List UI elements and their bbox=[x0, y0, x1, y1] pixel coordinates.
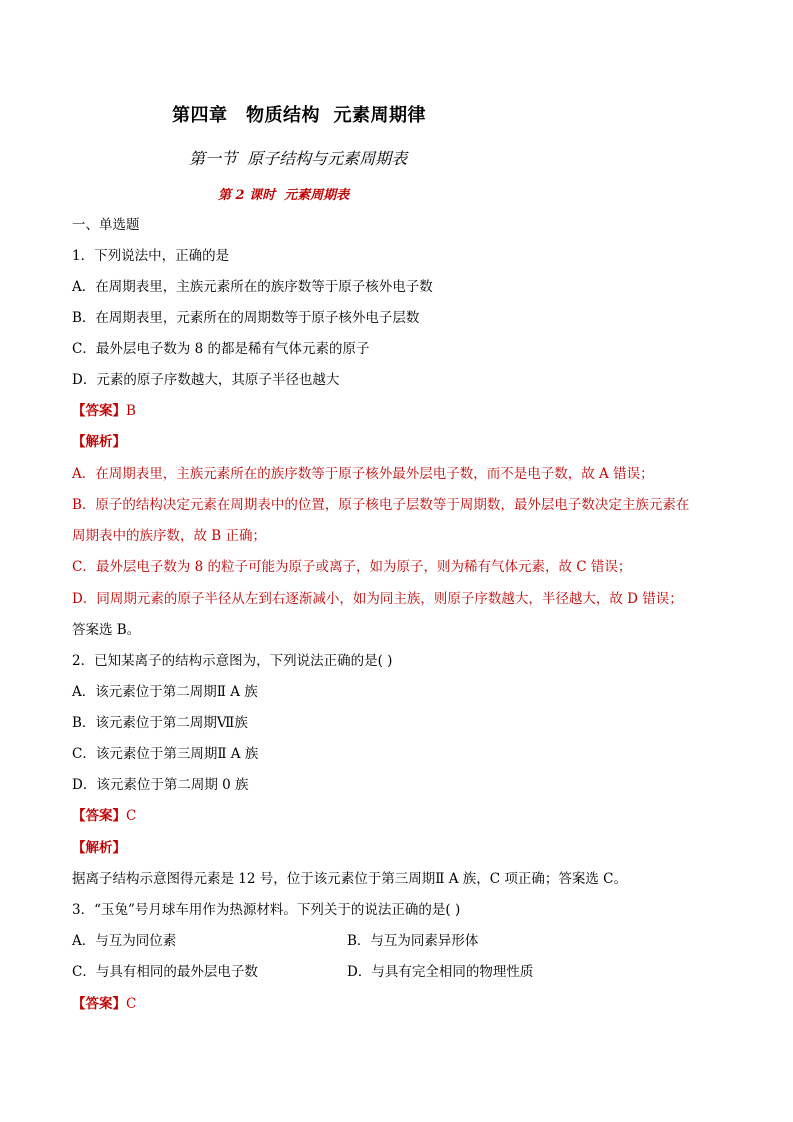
section-title: 第一节 原子结构与元素周期表 bbox=[189, 149, 408, 168]
q1-analysis-line-2: B．原子的结构决定元素在周期表中的位置，原子核电子层数等于周期数，最外层电子数决定主族元素在 bbox=[72, 497, 690, 513]
q2-analysis-text: 据离子结构示意图得元素是 12 号，位于该元素位于第三周期Ⅱ A 族，C 项正确；答案选 C。 bbox=[72, 871, 628, 887]
q1-analysis-label: 【解析】 bbox=[72, 434, 126, 450]
section-heading: 一、单选题 bbox=[72, 217, 140, 233]
q2-option-b: B．该元素位于第二周期Ⅶ族 bbox=[72, 715, 248, 731]
answer-label: 【答案】 bbox=[72, 403, 126, 419]
q1-analysis-line-5: D．同周期元素的原子半径从左到右逐渐减小，如为同主族，则原子序数越大，半径越大，故 D 错误； bbox=[72, 591, 683, 607]
lesson-title: 第 2 课时 元素周期表 bbox=[218, 188, 350, 203]
q3-option-c: C．与具有相同的最外层电子数 bbox=[72, 964, 258, 980]
answer-value: B bbox=[126, 403, 136, 419]
q1-analysis-line-1: A．在周期表里，主族元素所在的族序数等于原子核外最外层电子数，而不是电子数，故 A 错误； bbox=[72, 466, 654, 482]
answer-label: 【答案】 bbox=[72, 996, 126, 1012]
q2-analysis-label: 【解析】 bbox=[72, 840, 126, 856]
chapter-title: 第四章 物质结构 元素周期律 bbox=[172, 105, 427, 126]
q1-conclusion: 答案选 B。 bbox=[72, 622, 141, 638]
q2-option-a: A．该元素位于第二周期Ⅱ A 族 bbox=[72, 684, 258, 700]
q3-option-a: A．与互为同位素 bbox=[72, 933, 177, 949]
q1-option-c: C．最外层电子数为 8 的都是稀有气体元素的原子 bbox=[72, 341, 370, 357]
q2-option-d: D．该元素位于第二周期 0 族 bbox=[72, 777, 249, 793]
q3-answer bbox=[72, 995, 136, 1013]
q1-analysis-line-4: C．最外层电子数为 8 的粒子可能为原子或离子，如为原子，则为稀有气体元素，故 C 错误； bbox=[72, 559, 632, 575]
q1-analysis-line-3: 周期表中的族序数，故 B 正确； bbox=[72, 528, 267, 544]
q1-option-a: A．在周期表里，主族元素所在的族序数等于原子核外电子数 bbox=[72, 279, 433, 295]
answer-value: C bbox=[126, 808, 137, 824]
q1-option-b: B．在周期表里，元素所在的周期数等于原子核外电子层数 bbox=[72, 310, 420, 326]
q2-option-c: C．该元素位于第三周期Ⅱ A 族 bbox=[72, 746, 259, 762]
q3-option-b: B．与互为同素异形体 bbox=[347, 933, 479, 949]
answer-value: C bbox=[126, 996, 137, 1012]
q1-option-d: D．元素的原子序数越大，其原子半径也越大 bbox=[72, 372, 340, 388]
q1-answer bbox=[72, 402, 136, 420]
q2-answer bbox=[72, 807, 136, 825]
q2-stem: 2．已知某离子的结构示意图为，下列说法正确的是( ) bbox=[72, 653, 393, 669]
q3-option-d: D．与具有完全相同的物理性质 bbox=[347, 964, 534, 980]
q3-stem: 3．“玉兔”号月球车用作为热源材料。下列关于的说法正确的是( ) bbox=[72, 902, 461, 918]
q1-stem: 1．下列说法中，正确的是 bbox=[72, 248, 230, 264]
answer-label: 【答案】 bbox=[72, 808, 126, 824]
